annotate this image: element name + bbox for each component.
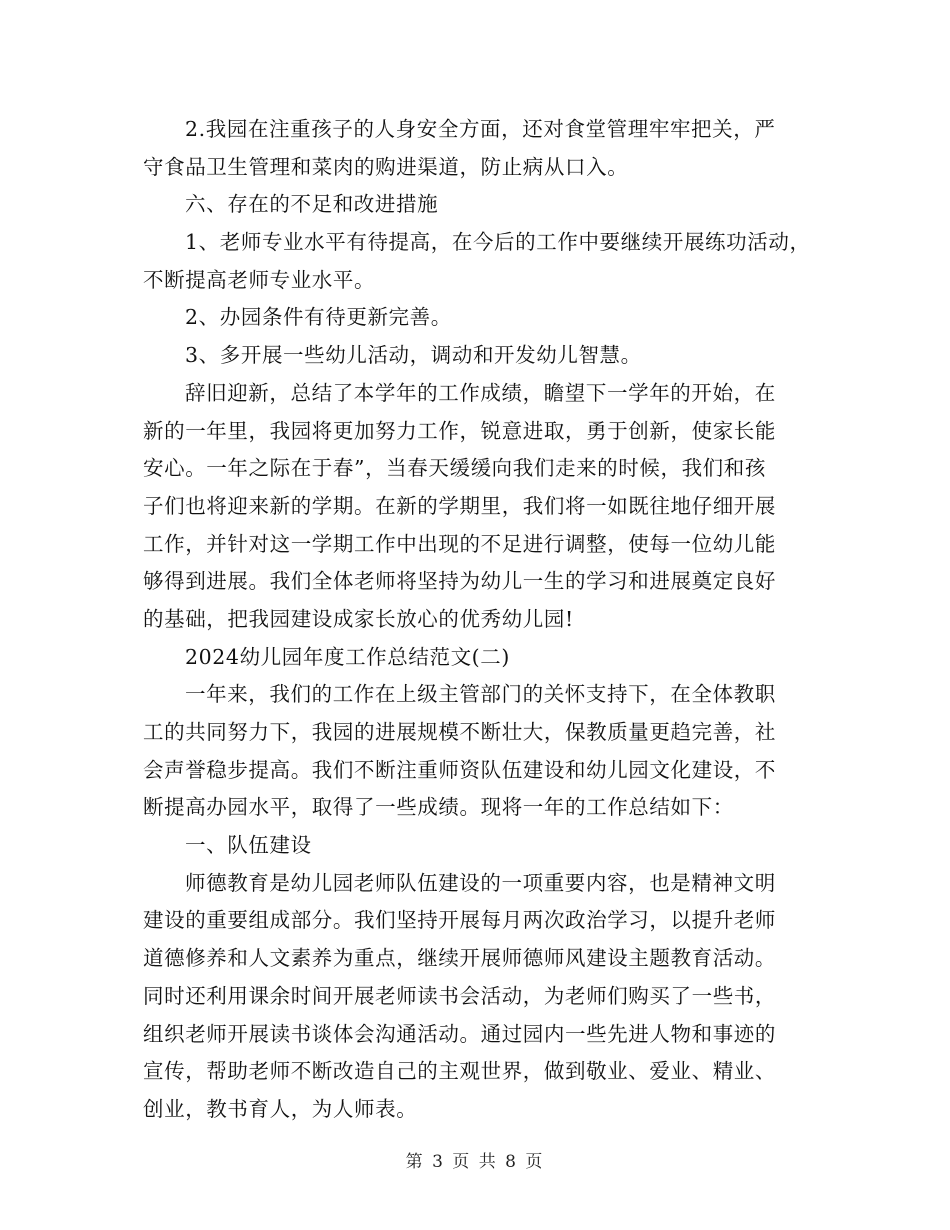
text-line: 工的共同努力下，我园的进展规模不断壮大，保教质量更趋完善，社	[143, 720, 776, 744]
text-line: 3、多开展一些幼儿活动，调动和开发幼儿智慧。	[185, 343, 642, 368]
text-line: 工作，并针对这一学期工作中出现的不足进行调整，使每一位幼儿能	[143, 531, 776, 556]
text-line: 辞旧迎新，总结了本学年的工作成绩，瞻望下一学年的开始，在	[185, 380, 776, 405]
text-line: 宣传，帮助老师不断改造自己的主观世界，做到敬业、爱业、精业、	[143, 1059, 776, 1084]
text-line: 2.我园在注重孩子的人身安全方面，还对食堂管理牢牢把关，严	[185, 117, 776, 141]
text-line: 同时还利用课余时间开展老师读书会活动，为老师们购买了一些书，	[143, 983, 776, 1008]
page-footer: 第 3 页 共 8 页	[405, 1152, 545, 1172]
text-line: 创业，教书育人，为人师表。	[143, 1096, 418, 1121]
document-body	[143, 111, 825, 1129]
text-line: 组织老师开展读书谈体会沟通活动。通过园内一些先进人物和事迹的	[143, 1021, 776, 1046]
text-line: 的基础，把我园建设成家长放心的优秀幼儿园!	[143, 606, 574, 631]
text-line: 不断提高老师专业水平。	[143, 267, 376, 292]
text-line: 子们也将迎来新的学期。在新的学期里，我们将一如既往地仔细开展	[143, 493, 776, 518]
text-line: 2、办园条件有待更新完善。	[185, 305, 452, 330]
text-line: 守食品卫生管理和菜肉的购进渠道，防止病从口入。	[143, 154, 629, 179]
text-line: 师德教育是幼儿园老师队伍建设的一项重要内容，也是精神文明	[185, 870, 776, 895]
text-line: 安心。一年之际在于春”，当春天缓缓向我们走来的时候，我们和孩	[143, 456, 766, 481]
text-line: 一年来，我们的工作在上级主管部门的关怀支持下，在全体教职	[185, 682, 776, 707]
text-line: 新的一年里，我园将更加努力工作，锐意进取，勇于创新，使家长能	[143, 418, 776, 443]
text-line: 道德修养和人文素养为重点，继续开展师德师风建设主题教育活动。	[143, 946, 776, 971]
text-line: 2024幼儿园年度工作总结范文(二)	[185, 644, 510, 669]
text-line: 建设的重要组成部分。我们坚持开展每月两次政治学习，以提升老师	[143, 908, 776, 933]
text-line: 够得到进展。我们全体老师将坚持为幼儿一生的学习和进展奠定良好	[143, 569, 776, 594]
text-line: 断提高办园水平，取得了一些成绩。现将一年的工作总结如下：	[143, 795, 734, 820]
text-line: 1、老师专业水平有待提高，在今后的工作中要继续开展练功活动，	[185, 230, 811, 255]
text-line: 会声誉稳步提高。我们不断注重师资队伍建设和幼儿园文化建设，不	[143, 757, 776, 782]
text-line: 一、队伍建设	[185, 833, 312, 858]
text-line: 六、存在的不足和改进措施	[185, 192, 439, 217]
